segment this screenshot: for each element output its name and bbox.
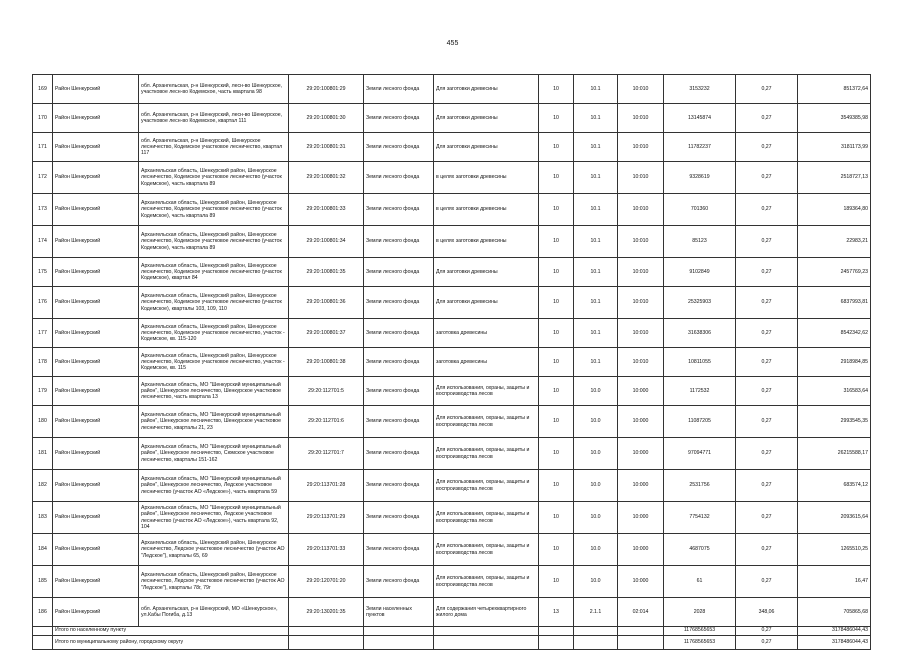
empty-cell (434, 636, 539, 650)
permitted-use-cell: заготовка древесины (434, 319, 539, 348)
land-category-cell: Земли лесного фонда (364, 287, 434, 319)
permitted-use-cell: Для использования, охраны, защиты и воспроизводства лесов (434, 438, 539, 470)
address-cell: Архангельская область, Шенкурский район, Шенкурское лесничество, Кодемское участковое лесничество, участок - Кодемское, кв. 115-120 (139, 319, 289, 348)
row-number: 171 (33, 133, 53, 162)
district-cell: Район Шенкурский (53, 406, 139, 438)
code-cell: 10 (539, 75, 574, 104)
table-row (33, 377, 871, 406)
cadastral-number-cell: 29:20:120701:20 (289, 566, 364, 598)
cadastral-number-cell: 29:20:100801:31 (289, 133, 364, 162)
tax-amount-cell: 22983,21 (798, 226, 871, 258)
cadastral-number-cell: 29:20:113701:29 (289, 502, 364, 534)
rate-cell: 0,27 (736, 104, 798, 133)
cadastral-number-cell: 29:20:100801:37 (289, 319, 364, 348)
address-cell: Архангельская область, МО "Шенкурский муниципальный район", Шенкурское лесничество, Шенкурское участковое лесничество, часть квартала 13 (139, 377, 289, 406)
cadastral-value-cell: 7754132 (664, 502, 736, 534)
address-cell: Архангельская область, Шенкурский район, Шенкурское лесничество, Кодемское участковое лесничество (участок Кодемское), часть квартала 89 (139, 194, 289, 226)
row-number: 175 (33, 258, 53, 287)
rate-cell: 0,27 (736, 319, 798, 348)
cadastral-number-cell: 29:20:130201:35 (289, 598, 364, 627)
empty-cell (33, 627, 53, 636)
rate-cell: 0,27 (736, 377, 798, 406)
tax-amount-cell: 2993545,35 (798, 406, 871, 438)
empty-cell (364, 627, 434, 636)
cadastral-value-cell: 97094771 (664, 438, 736, 470)
district-cell: Район Шенкурский (53, 377, 139, 406)
cadastral-value-cell: 11087205 (664, 406, 736, 438)
code-cell: 10 (539, 438, 574, 470)
land-category-cell: Земли лесного фонда (364, 406, 434, 438)
permitted-use-cell: Для заготовки древесины (434, 104, 539, 133)
classifier-cell: 10:010 (618, 75, 664, 104)
tax-amount-cell: 2518727,13 (798, 162, 871, 194)
land-category-cell: Земли лесного фонда (364, 438, 434, 470)
cadastral-number-cell: 29:20:112701:5 (289, 377, 364, 406)
cadastral-value-cell: 9328619 (664, 162, 736, 194)
classifier-cell: 10:010 (618, 226, 664, 258)
row-number: 185 (33, 566, 53, 598)
classifier-cell: 10:000 (618, 534, 664, 566)
classifier-cell: 10:010 (618, 348, 664, 377)
rate-cell: 348,06 (736, 598, 798, 627)
land-category-cell: Земли лесного фонда (364, 75, 434, 104)
permitted-use-cell: Для заготовки древесины (434, 287, 539, 319)
code-cell: 10 (539, 377, 574, 406)
permitted-use-cell: Для заготовки древесины (434, 75, 539, 104)
tax-amount-cell: 851372,64 (798, 75, 871, 104)
cadastral-number-cell: 29:20:100801:29 (289, 75, 364, 104)
cadastral-number-cell: 29:20:100801:30 (289, 104, 364, 133)
cadastral-value-cell: 2028 (664, 598, 736, 627)
classifier-cell: 10:000 (618, 406, 664, 438)
land-category-cell: Земли лесного фонда (364, 534, 434, 566)
empty-cell (364, 636, 434, 650)
classifier-cell: 10:000 (618, 438, 664, 470)
district-cell: Район Шенкурский (53, 133, 139, 162)
permitted-use-cell: в целях заготовки древесины (434, 194, 539, 226)
tax-amount-cell: 2457769,23 (798, 258, 871, 287)
district-cell: Район Шенкурский (53, 226, 139, 258)
total-tax: 3178486044,43 (798, 627, 871, 636)
code-cell: 10 (539, 258, 574, 287)
row-number: 184 (33, 534, 53, 566)
table-row (33, 287, 871, 319)
row-number: 180 (33, 406, 53, 438)
code-cell: 10 (539, 226, 574, 258)
rate-cell: 0,27 (736, 226, 798, 258)
empty-cell (539, 627, 574, 636)
permitted-use-cell: Для использования, охраны, защиты и воспроизводства лесов (434, 502, 539, 534)
code-cell: 10 (539, 470, 574, 502)
tax-amount-cell: 8542342,62 (798, 319, 871, 348)
code-cell: 10 (539, 162, 574, 194)
land-category-cell: Земли лесного фонда (364, 348, 434, 377)
code-cell: 10 (539, 348, 574, 377)
land-category-cell: Земли лесного фонда (364, 258, 434, 287)
address-cell: обл. Архангельская, р-н Шенкурский, лесн-во Шенкурское, участковое лесн-во Кодемское, квартал 111 (139, 104, 289, 133)
cadastral-value-cell: 701360 (664, 194, 736, 226)
subcode-cell: 10.0 (574, 438, 618, 470)
page-number: 455 (446, 40, 459, 47)
land-category-cell: Земли населенных пунктов (364, 598, 434, 627)
table-row (33, 319, 871, 348)
table-row (33, 258, 871, 287)
rate-cell: 0,27 (736, 287, 798, 319)
tax-amount-cell: 2918984,85 (798, 348, 871, 377)
table-row (33, 502, 871, 534)
district-cell: Район Шенкурский (53, 104, 139, 133)
cadastral-number-cell: 29:20:100801:36 (289, 287, 364, 319)
empty-cell (574, 636, 618, 650)
total-label: Итого по муниципальному району, городскому округу (53, 636, 289, 650)
district-cell: Район Шенкурский (53, 470, 139, 502)
district-cell: Район Шенкурский (53, 194, 139, 226)
land-category-cell: Земли лесного фонда (364, 226, 434, 258)
code-cell: 10 (539, 566, 574, 598)
row-number: 183 (33, 502, 53, 534)
tax-amount-cell: 1265510,25 (798, 534, 871, 566)
table-row (33, 566, 871, 598)
district-cell: Район Шенкурский (53, 287, 139, 319)
tax-amount-cell: 189364,80 (798, 194, 871, 226)
cadastral-table (32, 74, 871, 650)
cadastral-value-cell: 61 (664, 566, 736, 598)
district-cell: Район Шенкурский (53, 534, 139, 566)
classifier-cell: 10:010 (618, 287, 664, 319)
address-cell: Архангельская область, МО "Шенкурский муниципальный район", Шенкурское лесничество, Сюмское участковое лесничество, кварталы 151-162 (139, 438, 289, 470)
empty-cell (618, 636, 664, 650)
permitted-use-cell: Для использования, охраны, защиты и воспроизводства лесов (434, 406, 539, 438)
permitted-use-cell: Для содержания четырехквартирного жилого дома (434, 598, 539, 627)
cadastral-value-cell: 25325903 (664, 287, 736, 319)
cadastral-number-cell: 29:20:100801:32 (289, 162, 364, 194)
address-cell: Архангельская область, Шенкурский район, Шенкурское лесничество, Кодемское участковое лесничество (участок Кодемское), часть квартала 89 (139, 226, 289, 258)
subcode-cell: 10.0 (574, 566, 618, 598)
district-cell: Район Шенкурский (53, 162, 139, 194)
cadastral-value-cell: 3153232 (664, 75, 736, 104)
classifier-cell: 10:010 (618, 104, 664, 133)
subcode-cell: 10.1 (574, 258, 618, 287)
rate-cell: 0,27 (736, 75, 798, 104)
table-row (33, 598, 871, 627)
table-row (33, 104, 871, 133)
tax-amount-cell: 16,47 (798, 566, 871, 598)
code-cell: 10 (539, 319, 574, 348)
cadastral-value-cell: 10811055 (664, 348, 736, 377)
tax-amount-cell: 316583,64 (798, 377, 871, 406)
rate-cell: 0,27 (736, 258, 798, 287)
table-row (33, 438, 871, 470)
empty-cell (289, 636, 364, 650)
classifier-cell: 02:014 (618, 598, 664, 627)
cadastral-number-cell: 29:20:100801:38 (289, 348, 364, 377)
subcode-cell: 2.1.1 (574, 598, 618, 627)
total-row (33, 636, 871, 650)
classifier-cell: 10:010 (618, 194, 664, 226)
tax-amount-cell: 3549385,98 (798, 104, 871, 133)
rate-cell: 0,27 (736, 534, 798, 566)
table-row (33, 534, 871, 566)
address-cell: обл. Архангельская, р-н Шенкурский, МО «Шенкурское», ул.Кабы Погиба, д.13 (139, 598, 289, 627)
address-cell: Архангельская область, Шенкурский район, Шенкурское лесничество, Кодемское участковое лесничество (участок Кодемское), часть квартала 89 (139, 162, 289, 194)
district-cell: Район Шенкурский (53, 348, 139, 377)
cadastral-value-cell: 2531756 (664, 470, 736, 502)
address-cell: Архангельская область, МО "Шенкурский муниципальный район", Шенкурское лесничество, Ледское участковое лесничество (участок АО «Ледское»), часть квартала 92, 104 (139, 502, 289, 534)
code-cell: 10 (539, 194, 574, 226)
empty-cell (33, 636, 53, 650)
table-row (33, 162, 871, 194)
row-number: 179 (33, 377, 53, 406)
permitted-use-cell: Для заготовки древесины (434, 133, 539, 162)
row-number: 177 (33, 319, 53, 348)
permitted-use-cell: Для использования, охраны, защиты и воспроизводства лесов (434, 534, 539, 566)
subcode-cell: 10.1 (574, 133, 618, 162)
rate-cell: 0,27 (736, 566, 798, 598)
subcode-cell: 10.1 (574, 348, 618, 377)
permitted-use-cell: Для использования, охраны, защиты и воспроизводства лесов (434, 470, 539, 502)
address-cell: Архангельская область, МО "Шенкурский муниципальный район", Шенкурское лесничество, Ледское участковое лесничество (участок АО «Ледское»), часть квартала 59 (139, 470, 289, 502)
rate-cell: 0,27 (736, 194, 798, 226)
total-value: 11768565653 (664, 636, 736, 650)
tax-amount-cell: 2093615,64 (798, 502, 871, 534)
address-cell: Архангельская область, Шенкурский район, Шенкурское лесничество, Ледское участковое лесничество (участок АО "Ледское"), кварталы 65, 69 (139, 534, 289, 566)
tax-amount-cell: 3181173,99 (798, 133, 871, 162)
cadastral-number-cell: 29:20:113701:33 (289, 534, 364, 566)
table-row (33, 75, 871, 104)
row-number: 186 (33, 598, 53, 627)
cadastral-number-cell: 29:20:112701:7 (289, 438, 364, 470)
land-category-cell: Земли лесного фонда (364, 162, 434, 194)
subcode-cell: 10.1 (574, 226, 618, 258)
row-number: 178 (33, 348, 53, 377)
cadastral-number-cell: 29:20:113701:28 (289, 470, 364, 502)
cadastral-number-cell: 29:20:100801:35 (289, 258, 364, 287)
subcode-cell: 10.1 (574, 162, 618, 194)
total-tax: 3178486044,43 (798, 636, 871, 650)
cadastral-number-cell: 29:20:112701:6 (289, 406, 364, 438)
code-cell: 10 (539, 534, 574, 566)
land-category-cell: Земли лесного фонда (364, 470, 434, 502)
empty-cell (574, 627, 618, 636)
table-row (33, 348, 871, 377)
classifier-cell: 10:000 (618, 566, 664, 598)
subcode-cell: 10.0 (574, 470, 618, 502)
address-cell: обл. Архангельская, р-н Шенкурский, лесн-во Шенкурское, участковое лесн-во Кодемское, часть квартала 98 (139, 75, 289, 104)
classifier-cell: 10:000 (618, 470, 664, 502)
district-cell: Район Шенкурский (53, 258, 139, 287)
classifier-cell: 10:000 (618, 377, 664, 406)
cadastral-number-cell: 29:20:100801:34 (289, 226, 364, 258)
district-cell: Район Шенкурский (53, 75, 139, 104)
rate-cell: 0,27 (736, 133, 798, 162)
row-number: 176 (33, 287, 53, 319)
rate-cell: 0,27 (736, 162, 798, 194)
district-cell: Район Шенкурский (53, 502, 139, 534)
row-number: 173 (33, 194, 53, 226)
empty-cell (539, 636, 574, 650)
cadastral-value-cell: 11782237 (664, 133, 736, 162)
land-category-cell: Земли лесного фонда (364, 194, 434, 226)
address-cell: Архангельская область, МО "Шенкурский муниципальный район", Шенкурское лесничество, Шенкурское участковое лесничество, кварталы 21, 23 (139, 406, 289, 438)
table-row (33, 133, 871, 162)
subcode-cell: 10.1 (574, 194, 618, 226)
row-number: 182 (33, 470, 53, 502)
row-number: 172 (33, 162, 53, 194)
total-rate: 0,27 (736, 636, 798, 650)
address-cell: Архангельская область, Шенкурский район, Шенкурское лесничество, Ледское участковое лесничество (участок АО "Ледское"), кварталы 78г, 79г (139, 566, 289, 598)
total-rate: 0,27 (736, 627, 798, 636)
classifier-cell: 10:010 (618, 133, 664, 162)
row-number: 181 (33, 438, 53, 470)
subcode-cell: 10.0 (574, 534, 618, 566)
row-number: 170 (33, 104, 53, 133)
permitted-use-cell: заготовка древесины (434, 348, 539, 377)
code-cell: 13 (539, 598, 574, 627)
code-cell: 10 (539, 133, 574, 162)
rate-cell: 0,27 (736, 470, 798, 502)
total-label: Итого по населенному пункту (53, 627, 289, 636)
table-row (33, 470, 871, 502)
row-number: 174 (33, 226, 53, 258)
tax-amount-cell: 6837993,81 (798, 287, 871, 319)
permitted-use-cell: Для использования, охраны, защиты и воспроизводства лесов (434, 566, 539, 598)
permitted-use-cell: Для использования, охраны, защиты и воспроизводства лесов (434, 377, 539, 406)
permitted-use-cell: Для заготовки древесины (434, 258, 539, 287)
tax-amount-cell: 683574,12 (798, 470, 871, 502)
code-cell: 10 (539, 287, 574, 319)
rate-cell: 0,27 (736, 502, 798, 534)
tax-amount-cell: 26215588,17 (798, 438, 871, 470)
address-cell: обл. Архангельская, р-н Шенкурский, Шенкурское лесничество, Кодемское участковое лесничество, квартал 117 (139, 133, 289, 162)
table-row (33, 406, 871, 438)
rate-cell: 0,27 (736, 406, 798, 438)
address-cell: Архангельская область, Шенкурский район, Шенкурское лесничество, Кодемское участковое лесничество, участок - Кодемское, кв. 115 (139, 348, 289, 377)
cadastral-value-cell: 4687075 (664, 534, 736, 566)
classifier-cell: 10:000 (618, 502, 664, 534)
district-cell: Район Шенкурский (53, 566, 139, 598)
district-cell: Район Шенкурский (53, 319, 139, 348)
empty-cell (289, 627, 364, 636)
classifier-cell: 10:010 (618, 258, 664, 287)
table-row (33, 194, 871, 226)
classifier-cell: 10:010 (618, 319, 664, 348)
total-row (33, 627, 871, 636)
land-category-cell: Земли лесного фонда (364, 133, 434, 162)
subcode-cell: 10.1 (574, 104, 618, 133)
permitted-use-cell: в целях заготовки древесины (434, 162, 539, 194)
code-cell: 10 (539, 104, 574, 133)
district-cell: Район Шенкурский (53, 438, 139, 470)
rate-cell: 0,27 (736, 438, 798, 470)
land-category-cell: Земли лесного фонда (364, 319, 434, 348)
cadastral-value-cell: 1172532 (664, 377, 736, 406)
land-category-cell: Земли лесного фонда (364, 104, 434, 133)
address-cell: Архангельская область, Шенкурский район, Шенкурское лесничество, Кодемское участковое лесничество (участок Кодемское), квартал 84 (139, 258, 289, 287)
subcode-cell: 10.1 (574, 75, 618, 104)
cadastral-value-cell: 9102849 (664, 258, 736, 287)
rate-cell: 0,27 (736, 348, 798, 377)
subcode-cell: 10.1 (574, 287, 618, 319)
subcode-cell: 10.0 (574, 377, 618, 406)
code-cell: 10 (539, 406, 574, 438)
cadastral-value-cell: 31638306 (664, 319, 736, 348)
land-category-cell: Земли лесного фонда (364, 502, 434, 534)
district-cell: Район Шенкурский (53, 598, 139, 627)
code-cell: 10 (539, 502, 574, 534)
address-cell: Архангельская область, Шенкурский район, Шенкурское лесничество, Кодемское участковое лесничество (участок Кодемское), кварталы 103, 109, 110 (139, 287, 289, 319)
total-value: 11768565653 (664, 627, 736, 636)
tax-amount-cell: 705865,68 (798, 598, 871, 627)
table-row (33, 226, 871, 258)
subcode-cell: 10.0 (574, 502, 618, 534)
cadastral-value-cell: 13145874 (664, 104, 736, 133)
empty-cell (434, 627, 539, 636)
classifier-cell: 10:010 (618, 162, 664, 194)
cadastral-value-cell: 85123 (664, 226, 736, 258)
subcode-cell: 10.1 (574, 319, 618, 348)
empty-cell (618, 627, 664, 636)
land-category-cell: Земли лесного фонда (364, 566, 434, 598)
cadastral-number-cell: 29:20:100801:33 (289, 194, 364, 226)
permitted-use-cell: в целях заготовки древесины (434, 226, 539, 258)
land-category-cell: Земли лесного фонда (364, 377, 434, 406)
row-number: 169 (33, 75, 53, 104)
subcode-cell: 10.0 (574, 406, 618, 438)
